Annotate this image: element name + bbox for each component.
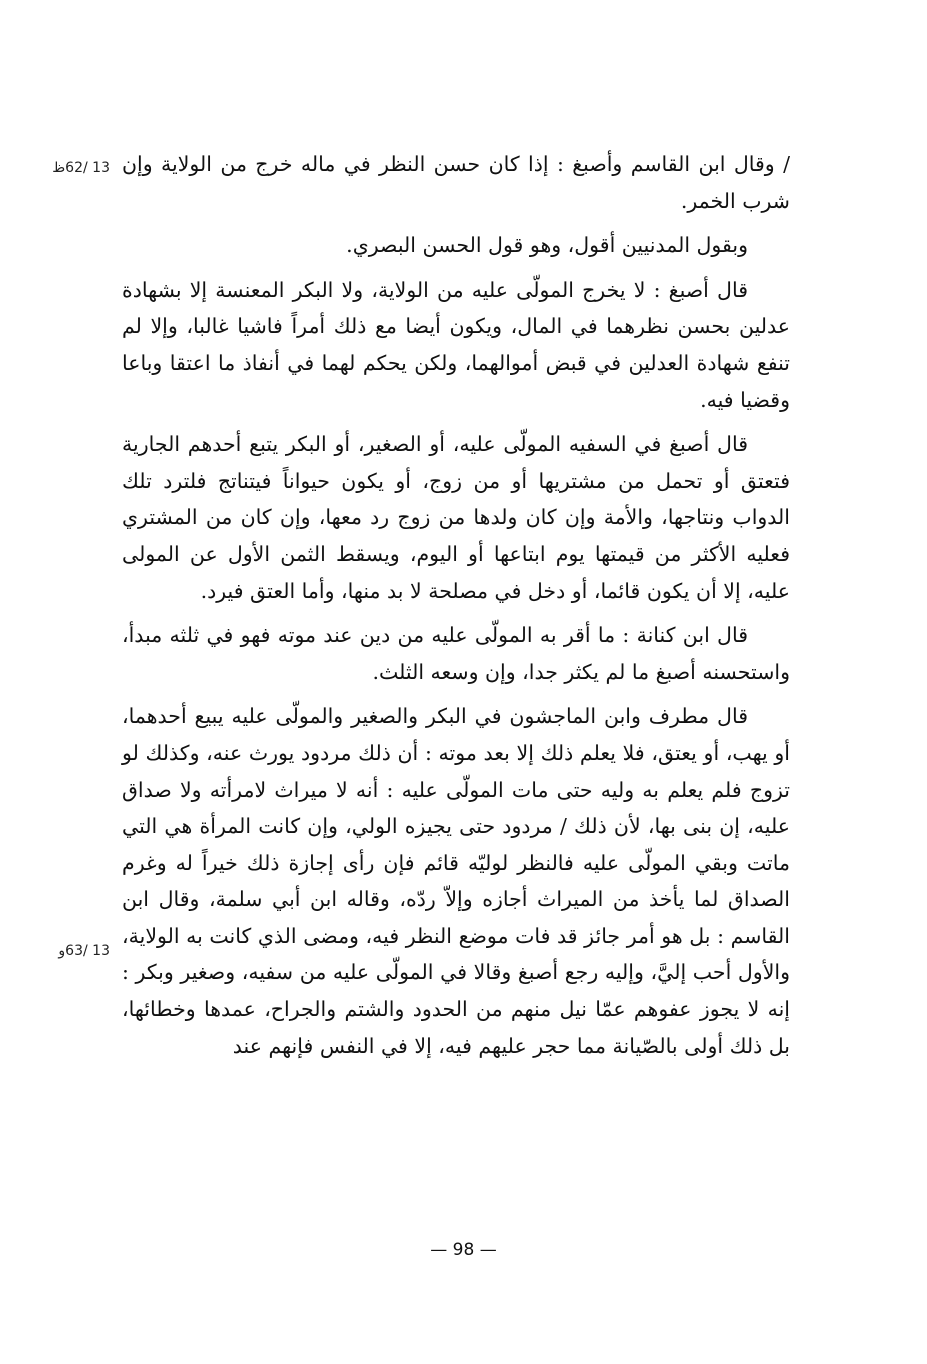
paragraph: / وقال ابن القاسم وأصبغ : إذا كان حسن النظر في ماله خرج من الولاية وإن شرب الخمر. bbox=[122, 152, 790, 213]
paragraph: قال مطرف وابن الماجشون في البكر والصغير والمولّى عليه يبيع أحدهما، أو يهب، أو يعتق، فلا يعلم ذلك إلا بعد موته : أن ذلك مردود يورث عنه، وكذلك لو تزوج فلم يعلم به وليه حتى مات المولّى عليه : أنه لا ميراث لامرأته ولا صداق عليه، إن بنى بها، لأن ذلك / مردود حتى يجيزه الولي، وإن كانت المرأة هي التي ماتت وبقي المولّى عليه فالنظر لوليّه قائم فإن رأى إجازة ذلك خيراً له وغرم الصداق لما يأخذ من الميراث أجازه وإلاّ ردّه، وقاله ابن أبي سلمة، وقال ابن القاسم : بل هو أمر جائز قد فات موضع النظر فيه، ومضى الذي كانت به الولاية، والأول أحب إليَّ، وإليه رجع أصبغ وقالا في المولّى عليه من سفيه، وصغير وبكر : إنه لا يجوز عفوهم عمّا نيل منهم من الحدود والشتم والجراح، عمدها وخطائها، بل ذلك أولى بالصّيانة مما حجر عليهم فيه، إلا في النفس فإنهم عند bbox=[122, 704, 790, 1058]
margin-folio-note: 13 /63و bbox=[58, 943, 110, 959]
paragraph: قال أصبغ في السفيه المولّى عليه، أو الصغير، أو البكر يتبع أحدهم الجارية فتعتق أو تحمل من مشتريها أو من زوج، أو يكون حيواناً فيتناتج فلترد تلك الدواب ونتاجها، والأمة وإن كان ولدها من زوج رد معها، وإن كان من المشتري فعليه الأكثر من قيمتها يوم ابتاعها أو اليوم، ويسقط الثمن الأول عن المولى عليه، إلا أن يكون قائما، أو دخل في مصلحة لا بد منها، وأما العتق فيرد. bbox=[122, 432, 790, 603]
main-text-block bbox=[122, 146, 790, 1072]
margin-folio-note: 13 /62ظ bbox=[52, 160, 110, 176]
paragraph: قال ابن كنانة : ما أقر به المولّى عليه من دين عند موته فهو في ثلثه مبدأ، واستحسنه أصبغ ما لم يكثر جدا، وإن وسعه الثلث. bbox=[122, 623, 790, 684]
paragraph: وبقول المدنيين أقول، وهو قول الحسن البصري. bbox=[346, 233, 748, 258]
page-number: — 98 — bbox=[430, 1240, 497, 1260]
paragraph: قال أصبغ : لا يخرج المولّى عليه من الولاية، ولا البكر المعنسة إلا بشهادة عدلين بحسن نظرهما في المال، ويكون أيضا مع ذلك أمراً فاشيا غالبا، وإلا لم تنفع شهادة العدلين في قبض أموالهما، ولكن يحكم لهما في أنفاذ ما اعتقا وباعا وقضيا فيه. bbox=[122, 277, 790, 412]
